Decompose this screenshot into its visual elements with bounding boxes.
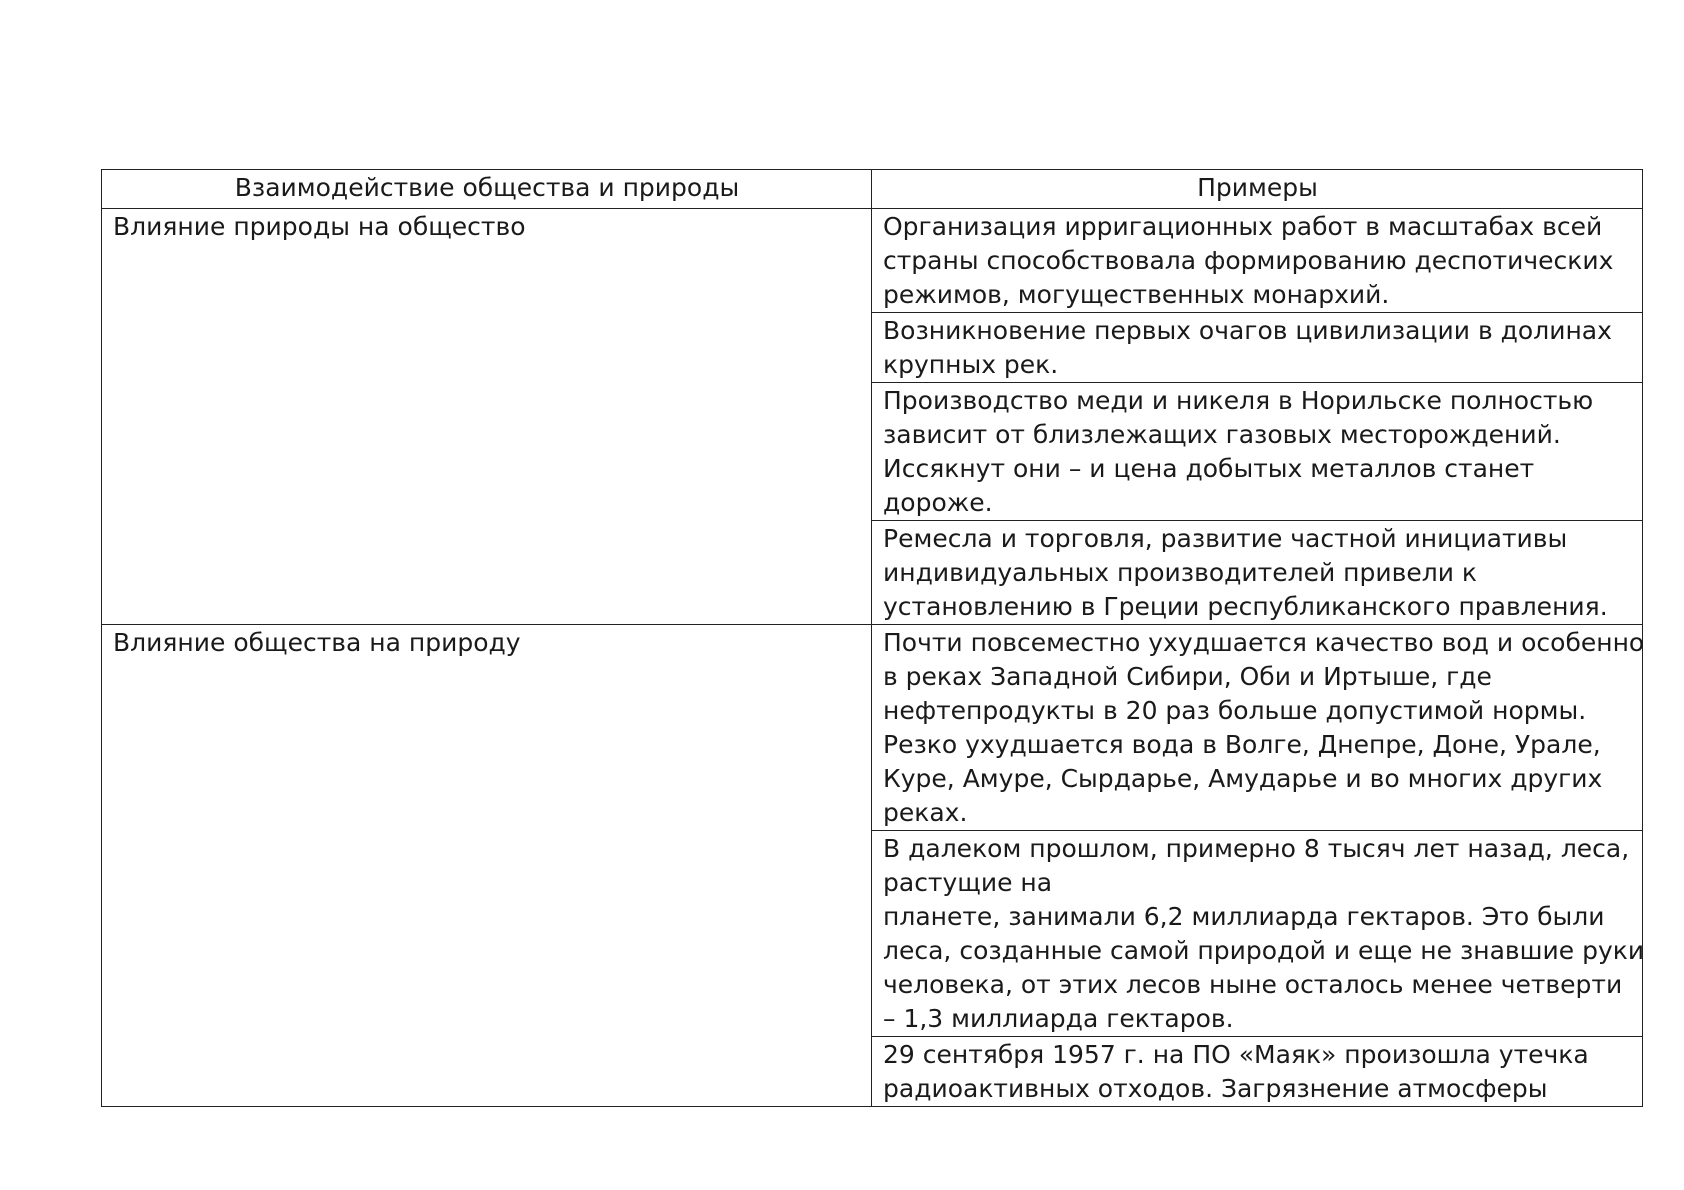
example-line: Почти повсеместно ухудшается качество вод и особенно	[883, 628, 1645, 657]
example-cell	[872, 313, 1643, 383]
example-line: человека, от этих лесов ныне осталось менее четверти	[883, 970, 1623, 999]
example-line: Иссякнут они – и цена добытых металлов станет	[883, 454, 1535, 483]
table-header-row	[102, 170, 1643, 209]
example-line: установлению в Греции республиканского правления.	[883, 592, 1608, 621]
example-line: – 1,3 миллиарда гектаров.	[883, 1004, 1234, 1033]
example-line: реках.	[883, 798, 968, 827]
example-line: дороже.	[883, 488, 993, 517]
example-line: радиоактивных отходов. Загрязнение атмосферы	[883, 1074, 1548, 1103]
example-cell	[872, 625, 1643, 831]
example-line: Организация ирригационных работ в масштабах всей	[883, 212, 1603, 241]
example-line: Ремесла и торговля, развитие частной инициативы	[883, 524, 1568, 553]
document-page	[101, 169, 1645, 1107]
example-line: крупных рек.	[883, 350, 1059, 379]
example-line: планете, занимали 6,2 миллиарда гектаров. Это были	[883, 902, 1605, 931]
example-cell	[872, 1037, 1643, 1107]
example-line: режимов, могущественных монархий.	[883, 280, 1390, 309]
example-line: Возникновение первых очагов цивилизации в долинах	[883, 316, 1612, 345]
example-line: страны способствовала формированию деспотических	[883, 246, 1614, 275]
example-cell	[872, 209, 1643, 313]
table-row	[102, 209, 1643, 313]
example-line: леса, созданные самой природой и еще не знавшие руки	[883, 936, 1645, 965]
header-interaction: Взаимодействие общества и природы	[102, 170, 872, 209]
table-row	[102, 625, 1643, 831]
example-line: индивидуальных производителей привели к	[883, 558, 1478, 587]
header-examples: Примеры	[872, 170, 1643, 209]
example-line: зависит от близлежащих газовых месторождений.	[883, 420, 1561, 449]
example-line: нефтепродукты в 20 раз больше допустимой нормы.	[883, 696, 1587, 725]
example-line: 29 сентября 1957 г. на ПО «Маяк» произошла утечка	[883, 1040, 1589, 1069]
example-line: растущие на	[883, 868, 1053, 897]
example-cell	[872, 831, 1643, 1037]
example-cell	[872, 521, 1643, 625]
category-cell-nature-on-society: Влияние природы на общество	[102, 209, 872, 625]
example-line: Резко ухудшается вода в Волге, Днепре, Доне, Урале,	[883, 730, 1601, 759]
category-cell-society-on-nature: Влияние общества на природу	[102, 625, 872, 1107]
society-nature-table	[101, 169, 1643, 1107]
example-line: Куре, Амуре, Сырдарье, Амударье и во многих других	[883, 764, 1603, 793]
example-line: В далеком прошлом, примерно 8 тысяч лет назад, леса,	[883, 834, 1630, 863]
example-line: Производство меди и никеля в Норильске полностью	[883, 386, 1594, 415]
example-line: в реках Западной Сибири, Оби и Иртыше, где	[883, 662, 1492, 691]
example-cell	[872, 383, 1643, 521]
